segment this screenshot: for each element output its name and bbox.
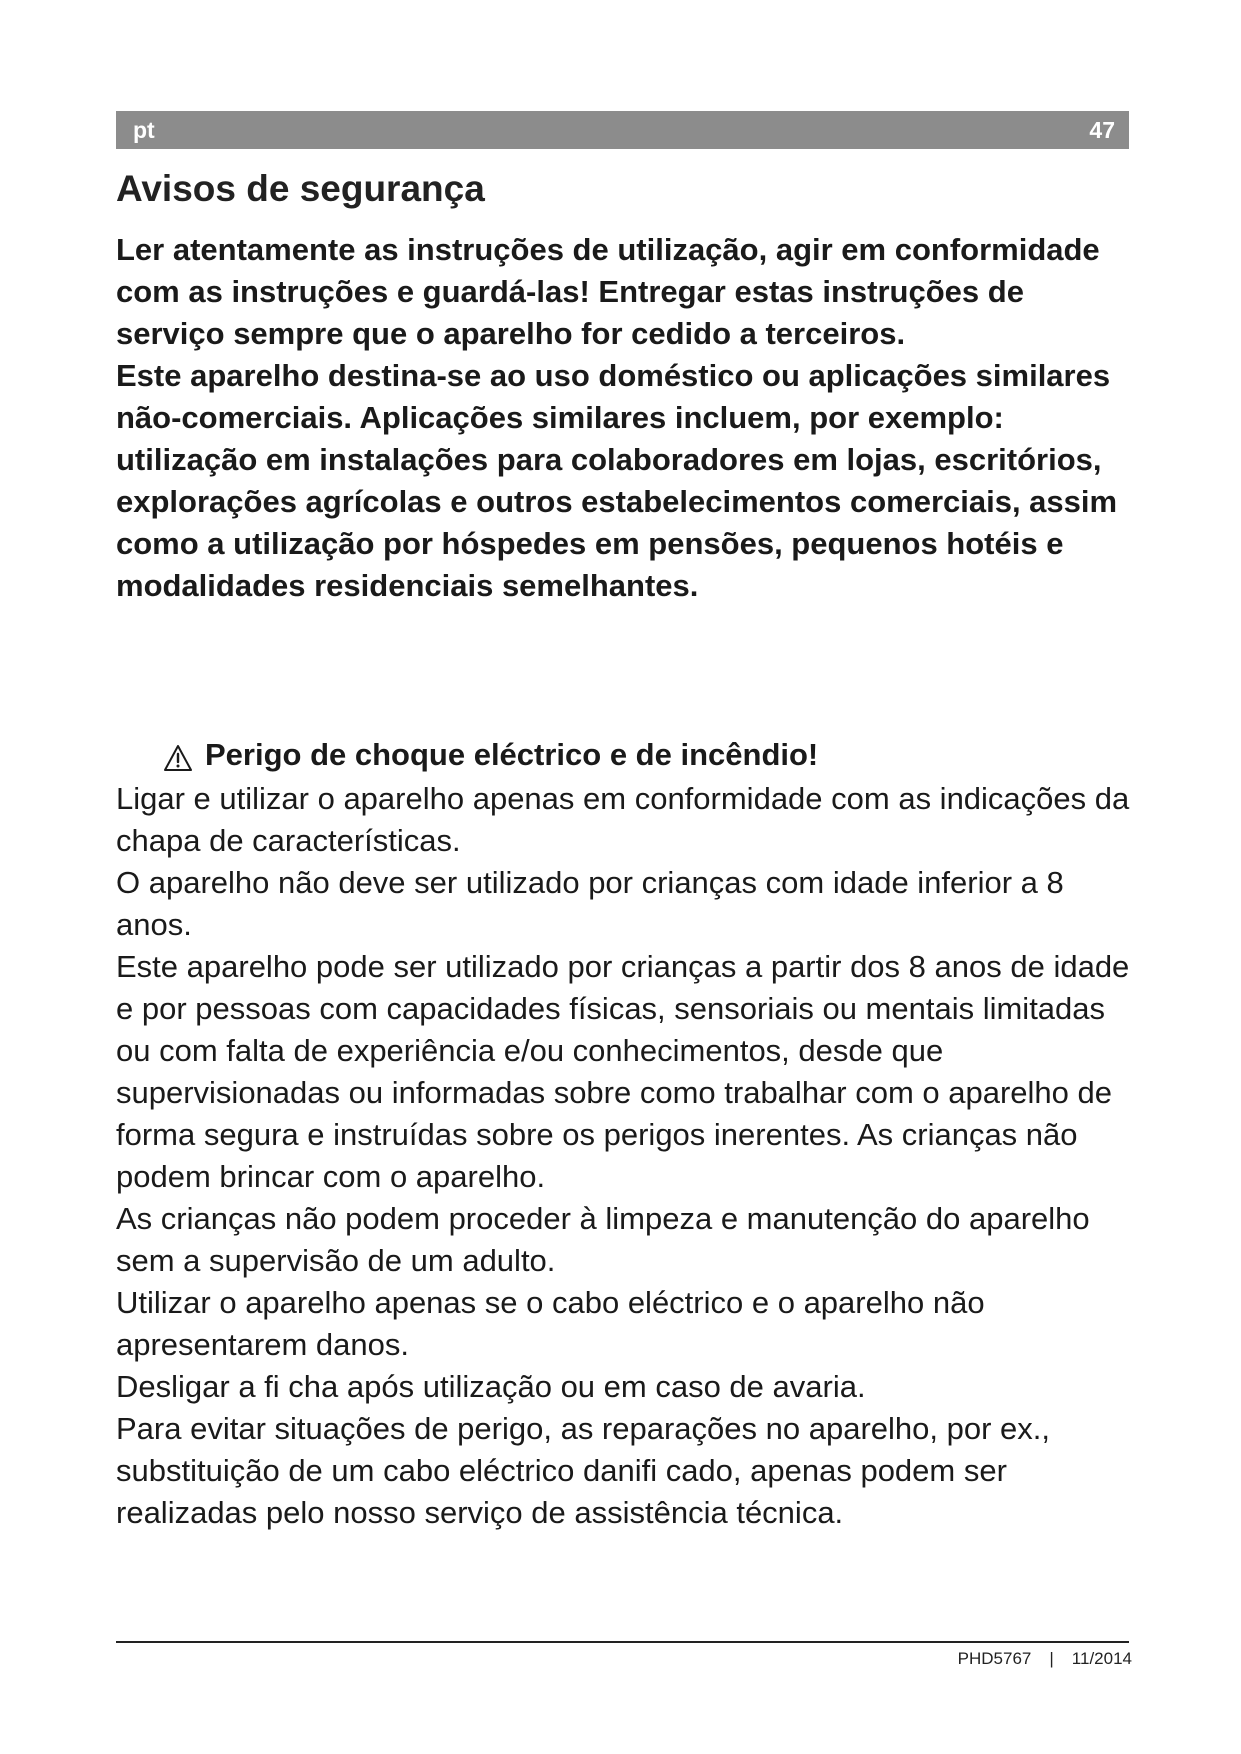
- body-paragraph: O aparelho não deve ser utilizado por crianças com idade inferior a 8 anos.: [116, 865, 1064, 942]
- body-paragraph: Para evitar situações de perigo, as reparações no aparelho, por ex., substituição de um cabo eléctrico danifi cado, apenas podem ser realizadas pelo nosso serviço de assistência técnica.: [116, 1411, 1050, 1530]
- language-code: pt: [133, 116, 155, 143]
- body-paragraph: Este aparelho pode ser utilizado por crianças a partir dos 8 anos de idade e por pessoas com capacidades físicas, sensoriais ou mentais limitadas ou com falta de experiência e/ou conhecimentos, desde que supervisionadas ou informadas sobre como trabalhar com o aparelho de forma segura e instruídas sobre os perigos inerentes. As crianças não podem brincar com o aparelho.: [116, 949, 1130, 1194]
- intro-paragraph: Este aparelho destina-se ao uso doméstico ou aplicações similares não-comerciais. Aplicações similares incluem, por exemplo: utilização em instalações para colaboradores em lojas, escritórios, explorações agrícolas e outros estabelecimentos comerciais, assim como a utilização por hóspedes em pensões, pequenos hotéis e modalidades residenciais semelhantes.: [116, 358, 1118, 603]
- warning-heading: [163, 734, 818, 776]
- body-paragraph: Desligar a fi cha após utilização ou em caso de avaria.: [116, 1369, 866, 1404]
- intro-block: [116, 229, 1136, 607]
- footer-date: 11/2014: [1071, 1649, 1132, 1668]
- warning-body: [116, 778, 1146, 1534]
- body-paragraph: As crianças não podem proceder à limpeza e manutenção do aparelho sem a supervisão de um adulto.: [116, 1201, 1090, 1278]
- body-paragraph: Utilizar o aparelho apenas se o cabo eléctrico e o aparelho não apresentarem danos.: [116, 1285, 985, 1362]
- footer-separator: |: [1049, 1649, 1054, 1668]
- intro-paragraph: Ler atentamente as instruções de utilização, agir em conformidade com as instruções e guardá-las! Entregar estas instruções de serviço sempre que o aparelho for cedido a terceiros.: [116, 232, 1100, 351]
- page-number: 47: [1089, 116, 1115, 143]
- page-footer: [958, 1649, 1132, 1669]
- footer-divider: [116, 1641, 1129, 1643]
- warning-triangle-icon: [163, 741, 193, 769]
- model-number: PHD5767: [957, 1649, 1032, 1668]
- warning-heading-text: Perigo de choque eléctrico e de incêndio!: [205, 737, 819, 772]
- page-header-bar: [116, 111, 1129, 149]
- section-title: Avisos de segurança: [116, 168, 485, 209]
- body-paragraph: Ligar e utilizar o aparelho apenas em conformidade com as indicações da chapa de características.: [116, 781, 1130, 858]
